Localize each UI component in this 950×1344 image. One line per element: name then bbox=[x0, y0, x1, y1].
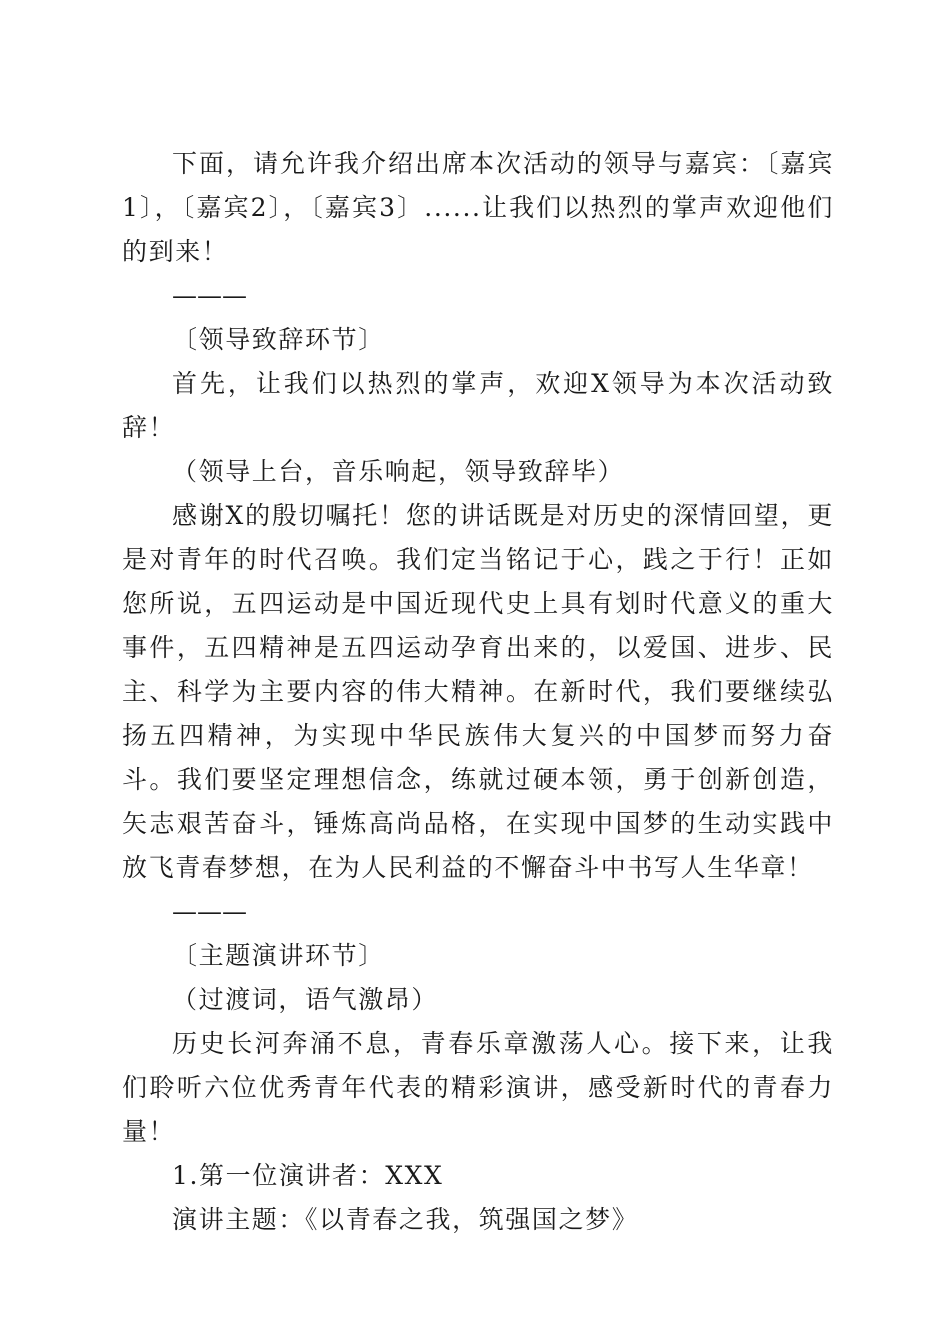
speech-topic-line: 演讲主题：《以青春之我，筑强国之梦》 bbox=[172, 1205, 639, 1234]
paragraph-keynote-intro: 历史长河奔涌不息，青春乐章激荡人心。接下来，让我们聆听六位优秀青年代表的精彩演讲，感受新时代的青春力量！ bbox=[122, 1029, 834, 1146]
paragraph-leader-invite: 首先，让我们以热烈的掌声，欢迎X领导为本次活动致辞！ bbox=[122, 369, 834, 442]
section-divider: ——— bbox=[172, 897, 247, 926]
section-heading-keynote: 〔主题演讲环节〕 bbox=[172, 941, 385, 970]
paragraph-guest-intro: 下面，请允许我介绍出席本次活动的领导与嘉宾：〔嘉宾1〕，〔嘉宾2〕，〔嘉宾3〕......让我们以热烈的掌声欢迎他们的到来！ bbox=[122, 149, 834, 266]
speaker-line: 1.第一位演讲者：XXX bbox=[172, 1161, 444, 1190]
stage-direction-leader: （领导上台，音乐响起，领导致辞毕） bbox=[172, 457, 625, 486]
stage-direction-transition: （过渡词，语气激昂） bbox=[172, 985, 439, 1014]
section-divider: ——— bbox=[172, 281, 247, 310]
section-heading-leader-speech: 〔领导致辞环节〕 bbox=[172, 325, 385, 354]
document-page bbox=[122, 142, 834, 1242]
paragraph-thanks-response: 感谢X的殷切嘱托！您的讲话既是对历史的深情回望，更是对青年的时代召唤。我们定当铭记于心，践之于行！正如您所说，五四运动是中国近现代史上具有划时代意义的重大事件，五四精神是五四运动孕育出来的，以爱国、进步、民主、科学为主要内容的伟大精神。在新时代，我们要继续弘扬五四精神，为实现中华民族伟大复兴的中国梦而努力奋斗。我们要坚定理想信念，练就过硬本领，勇于创新创造，矢志艰苦奋斗，锤炼高尚品格，在实现中国梦的生动实践中放飞青春梦想，在为人民利益的不懈奋斗中书写人生华章！ bbox=[122, 501, 834, 882]
